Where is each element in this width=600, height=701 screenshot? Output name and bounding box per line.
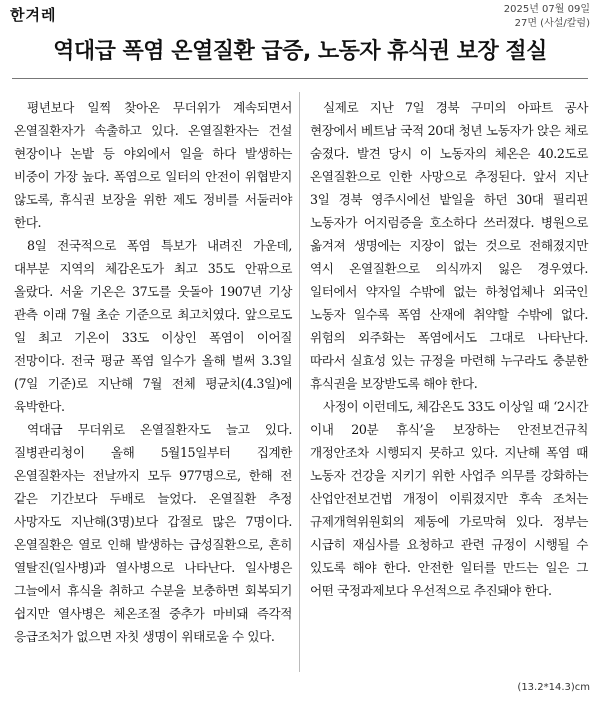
paragraph: 평년보다 일찍 찾아온 무더위가 계속되면서 온열질환자가 속출하고 있다. 온열질환자는 건설 현장이나 논밭 등 야외에서 일을 하다 발생하는 비중이 가장 높다. 폭염으로 일터의 안전이 위협받지 않도록, 휴식권 보장을 위한 제도 정비를 서둘러야 한다. — [14, 100, 292, 230]
publication-date: 2025년 07월 09일 — [503, 4, 590, 15]
paragraph: 실제로 지난 7일 경북 구미의 아파트 공사 현장에서 베트남 국적 20대 청년 노동자가 앉은 채로 숨졌다. 발견 당시 이 노동자의 체온은 40.2도로 온열질환으로 인한 사망으로 추정된다. 앞서 지난 3일 경북 영주시에선 밭일을 하던 30대 필리핀 노동자가 어지럼증을 호소하다 쓰러졌다. 병원으로 옮겨져 생명에는 지장이 없는 것으로 전해졌지만 역시 온열질환으로 의식까지 잃은 경우였다. 일터에서 약자일 수밖에 없는 하청업체나 외국인 노동자 일수록 폭염 산재에 취약할 수밖에 없다. 위험의 외주화는 폭염에서도 그대로 나타난다. 따라서 실효성 있는 규정을 마련해 누구라도 충분한 휴식권을 보장받도록 해야 한다. — [310, 100, 588, 391]
article-column-right — [310, 96, 588, 602]
headline-rule — [12, 78, 588, 79]
clipping-size-note: (13.2*14.3)cm — [517, 682, 590, 693]
article-headline: 역대급 폭염 온열질환 급증, 노동자 휴식권 보장 절실 — [53, 39, 547, 64]
paragraph: 사정이 이런데도, 체감온도 33도 이상일 때 ‘2시간 이내 20분 휴식’을 보장하는 안전보건규칙 개정안조차 시행되지 못하고 있다. 지난해 폭염 때 노동자 건강을 지키기 위한 사업주 의무를 강화하는 산업안전보건법 개정이 이뤄졌지만 후속 조처는 규제개혁위원회의 제동에 가로막혀 있다. 정부는 시급히 재심사를 요청하고 관련 규정이 시행될 수 있도록 해야 한다. 안전한 일터를 만드는 일은 그 어떤 국정과제보다 우선적으로 추진돼야 한다. — [310, 399, 588, 598]
publication-meta — [504, 3, 590, 31]
paragraph: 8일 전국적으로 폭염 특보가 내려진 가운데, 대부분 지역의 체감온도가 최고 35도 안팎으로 올랐다. 서울 기온은 37도를 웃돌아 1907년 기상 관측 이래 7월 초순 기준으로 최고치였다. 앞으로도 일 최고 기온이 33도 이상인 폭염이 이어질 전망이다. 전국 평균 폭염 일수가 올해 벌써 3.3일(7일 기준)로 지난해 7월 전체 평균치(4.3일)에 육박한다. — [14, 238, 292, 414]
article-column-left — [14, 96, 292, 648]
column-divider — [299, 92, 300, 672]
paragraph: 역대급 무더위로 온열질환자도 늘고 있다. 질병관리청이 올해 5월15일부터 집계한 온열질환자는 전날까지 모두 977명으로, 한해 전 같은 기간보다 두배로 늘었다. 온열질환 추정 사망자도 지난해(3명)보다 갑절로 많은 7명이다. 온열질환은 열로 인해 발생하는 급성질환으로, 흔히 열탈진(일사병)과 열사병으로 나타난다. 일사병은 그늘에서 휴식을 취하고 수분을 보충하면 회복되기 쉽지만 열사병은 체온조절 중추가 마비돼 즉각적 응급조처가 없으면 자칫 생명이 위태로울 수 있다. — [14, 422, 292, 644]
masthead-logo: 한겨레 — [10, 6, 57, 24]
page-section: 27면 (사설/칼럼) — [514, 18, 590, 29]
